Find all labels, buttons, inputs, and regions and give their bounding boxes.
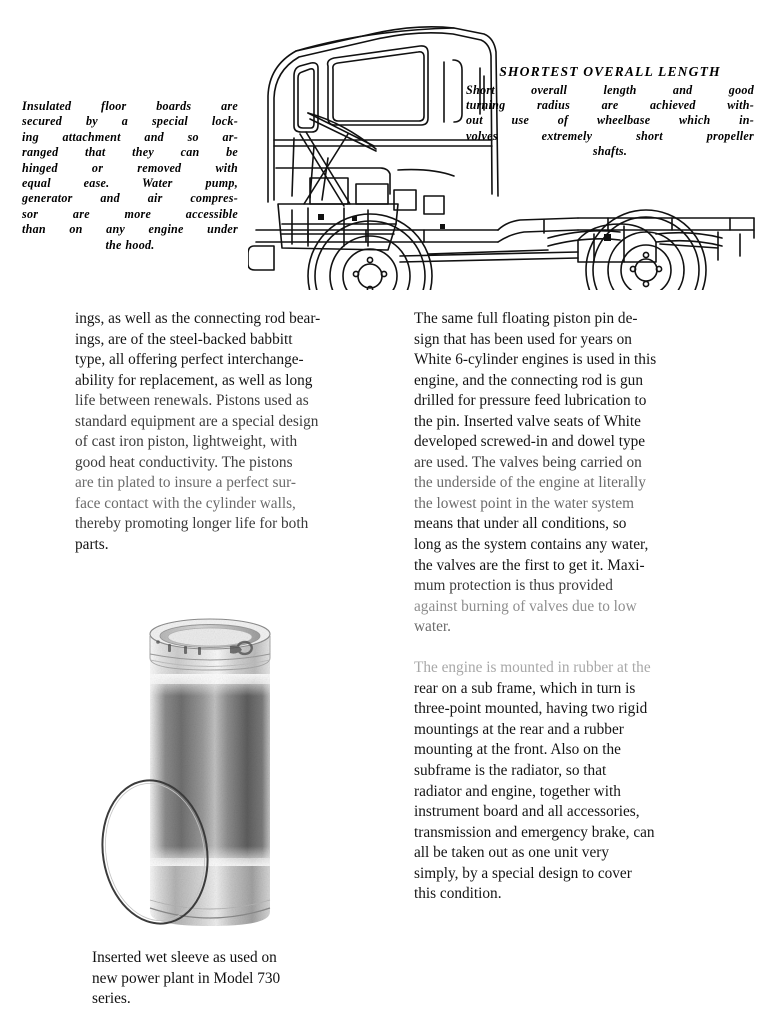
caption-line: Short overall length and good (466, 83, 754, 97)
text-line: radiator and engine, together with (414, 782, 621, 800)
caption-shortest-overall-length (466, 64, 754, 159)
text-line: sign that has been used for years on (414, 330, 632, 348)
text-line: developed screwed-in and dowel type (414, 433, 646, 451)
caption-insulated-floor-boards (22, 99, 238, 253)
caption-body (466, 83, 754, 159)
caption-line: shafts. (592, 143, 628, 158)
caption-line: hinged or removed with (22, 160, 238, 175)
caption-line: the hood. (105, 237, 155, 252)
text-line: mounting at the front. Also on the (414, 741, 621, 759)
caption-line: generator and air compres- (22, 191, 238, 206)
text-line: White 6-cylinder engines is used in this (414, 351, 657, 369)
text-line: simply, by a special design to cover (414, 864, 632, 882)
caption-line: Insulated floor boards are (22, 99, 238, 113)
text-line: life between renewals. Pistons used as (75, 392, 309, 410)
caption-inserted-wet-sleeve (92, 948, 352, 1010)
text-line: mountings at the rear and a rubber (414, 720, 624, 738)
text-line: water. (414, 618, 451, 636)
text-line: rear on a sub frame, which in turn is (414, 679, 636, 697)
text-line: the lowest point in the water system (414, 494, 635, 512)
text-line: The engine is mounted in rubber at the (414, 659, 651, 677)
caption-line: ing attachment and so ar- (22, 129, 238, 144)
text-line: ings, are of the steel-backed babbitt (75, 330, 293, 348)
text-line: are tin plated to insure a perfect sur- (75, 474, 296, 492)
text-line: three-point mounted, having two rigid (414, 700, 648, 718)
text-line: parts. (75, 536, 109, 554)
paragraph (414, 309, 744, 638)
text-line: the underside of the engine at literally (414, 474, 646, 492)
caption-line: volves extremely short propeller (466, 128, 754, 143)
text-line: subframe is the radiator, so that (414, 761, 607, 779)
paragraph (414, 658, 744, 905)
text-line: The same full floating piston pin de- (414, 310, 638, 327)
body-column-left (75, 309, 393, 556)
caption-line: out use of wheelbase which in- (466, 113, 754, 128)
text-line: type, all offering perfect interchange- (75, 351, 304, 369)
text-line: transmission and emergency brake, can (414, 823, 655, 841)
text-line: instrument board and all accessories, (414, 803, 640, 821)
caption-line: ranged that they can be (22, 145, 238, 160)
paragraph (75, 309, 393, 556)
text-line: ability for replacement, as well as long (75, 371, 313, 389)
text-line: drilled for pressure feed lubrication to (414, 392, 647, 410)
text-line: of cast iron piston, lightweight, with (75, 433, 298, 451)
wet-cylinder-sleeve-photo (92, 596, 328, 944)
caption-line: than on any engine under (22, 222, 238, 237)
text-line: thereby promoting longer life for both (75, 515, 309, 533)
text-line: ings, as well as the connecting rod bear- (75, 310, 321, 327)
caption-line: turning radius are achieved with- (466, 98, 754, 113)
text-line: mum protection is thus provided (414, 577, 613, 595)
text-line: against burning of valves due to low (414, 597, 637, 615)
caption-line: Inserted wet sleeve as used on (92, 949, 277, 966)
text-line: the valves are the first to get it. Maxi- (414, 556, 645, 574)
caption-line: sor are more accessible (22, 206, 238, 221)
text-line: means that under all conditions, so (414, 515, 627, 533)
text-line: are used. The valves being carried on (414, 453, 642, 471)
text-line: the pin. Inserted valve seats of White (414, 412, 641, 430)
text-line: long as the system contains any water, (414, 536, 649, 554)
caption-line: new power plant in Model 730 (92, 969, 281, 987)
text-line: face contact with the cylinder walls, (75, 494, 296, 512)
body-column-right (414, 309, 744, 905)
text-line: good heat conductivity. The pistons (75, 453, 293, 471)
caption-line: series. (92, 990, 131, 1008)
text-line: this condition. (414, 885, 502, 903)
caption-heading: SHORTEST OVERALL LENGTH (499, 64, 721, 79)
caption-line: equal ease. Water pump, (22, 176, 238, 191)
text-line: engine, and the connecting rod is gun (414, 371, 643, 389)
text-line: standard equipment are a special design (75, 412, 319, 430)
text-line: all be taken out as one unit very (414, 844, 609, 862)
illustration-block (0, 0, 762, 300)
caption-line: secured by a special lock- (22, 114, 238, 129)
